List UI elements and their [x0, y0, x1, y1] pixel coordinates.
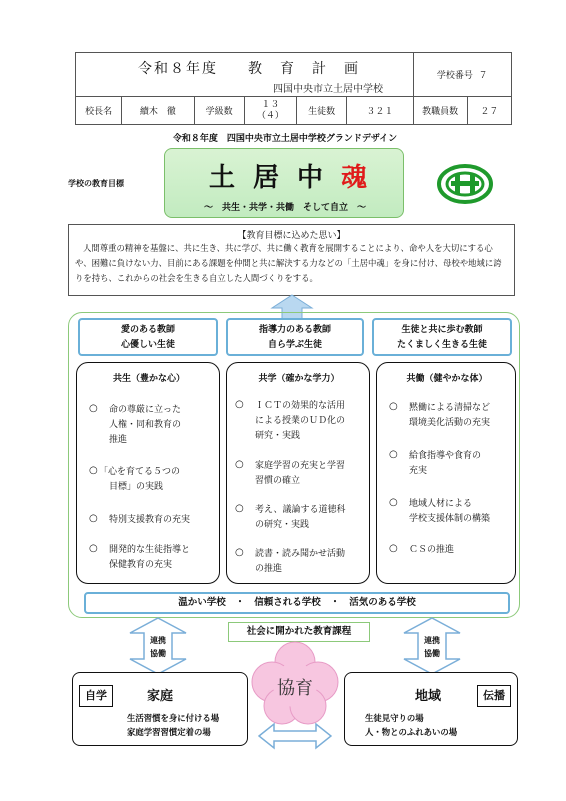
pillar-header-1-line2: 心優しい生徒 [120, 340, 175, 350]
header-table [75, 52, 512, 125]
home-box [72, 672, 248, 746]
pillar-header-1 [78, 318, 218, 356]
pillar-title-2: 共学（確かな学力） [258, 374, 340, 384]
pillar-header-1-line1: 愛のある教師 [120, 325, 175, 335]
kyoiku-label: 協育 [277, 678, 313, 699]
staff-value: ２７ [467, 97, 511, 125]
classes-sub: （４） [256, 110, 284, 121]
home-lines: 生活習慣を身に付ける場 家庭学習習慣定着の場 [127, 713, 220, 737]
goal-char-2: 居 [253, 163, 298, 193]
school-emblem-icon [437, 164, 493, 204]
pillar-header-3-line1: 生徒と共に歩む教師 [401, 325, 483, 335]
pillar-header-2-line2: 自ら学ぶ生徒 [267, 340, 322, 350]
pillar-title-1: 共生（豊かな心） [112, 374, 185, 384]
staff-label: 教職員数 [413, 97, 467, 125]
pillar-column-1 [76, 362, 220, 584]
plan-title: 教 育 計 画 [248, 60, 360, 77]
bullet-icon: ○ [235, 399, 244, 410]
pillar-3-item-1: 黙働による清掃など 環境美化活動の充実 [409, 403, 491, 428]
pillar-2-item-1: ＩＣＴの効果的な活用 による授業のＵＤ化の 研究・実践 [255, 401, 346, 441]
bullet-icon: ○ [89, 465, 98, 476]
pillar-3-item-4: ＣＳの推進 [409, 545, 455, 555]
thoughts-heading: 【教育目標に込めた思い】 [237, 231, 346, 241]
pillar-1-item-1: 命の尊厳に立った 人権・同和教育の 推進 [109, 405, 182, 445]
bullet-icon: ○ [235, 459, 244, 470]
bullet-icon: ○ [89, 403, 98, 414]
thoughts-text: 人間尊重の精神を基盤に、共に生き、共に学び、共に働く教育を展開することにより、命や人を大切にする心や、困難に負けない力、目前にある課題を仲間と共に解決する力などの「土居中魂」を身に付け、母校や地域に誇りを持ち、これからの社会を生きる自立した人間づくりをする。 [75, 243, 502, 283]
pillar-header-3-line2: たくましく生きる生徒 [396, 340, 487, 350]
thoughts-box [68, 224, 515, 296]
bullet-icon: ○ [89, 543, 98, 554]
school-num-label: 学校番号 [436, 71, 473, 81]
pillar-header-2-line1: 指導力のある教師 [258, 325, 331, 335]
school-vision-bar: 温かい学校 ・ 信頼される学校 ・ 活気のある学校 [84, 592, 510, 614]
students-value: ３２１ [347, 97, 413, 125]
pillar-header-2 [226, 318, 364, 356]
bullet-icon: ○ [389, 449, 398, 460]
pillar-2-item-3: 考え、議論する道徳科 の研究・実践 [255, 505, 346, 530]
classes-label: 学級数 [194, 97, 244, 125]
goal-char-3: 中 [297, 163, 342, 193]
community-title: 地域 [415, 689, 442, 704]
bullet-icon: ○ [235, 547, 244, 558]
pillar-1-item-4: 開発的な生徒指導と 保健教育の充実 [109, 545, 191, 570]
goal-char-4: 魂 [341, 163, 386, 193]
bullet-icon: ○ [235, 503, 244, 514]
pillar-2-item-2: 家庭学習の充実と学習 習慣の確立 [255, 461, 346, 486]
school-num: ７ [478, 71, 488, 81]
right-renkei-label: 連携 協働 [424, 636, 440, 658]
pillar-3-item-3: 地域人材による 学校支援体制の構築 [409, 499, 491, 524]
grand-design-title: 令和８年度 四国中央市立土居中学校グランドデザイン [172, 134, 398, 144]
pillar-2-item-4: 読書・読み聞かせ活動 の推進 [255, 549, 346, 574]
bullet-icon: ○ [89, 513, 98, 524]
goal-box [164, 148, 404, 218]
students-label: 生徒数 [296, 97, 346, 125]
pillar-1-item-3: 特別支援教育の充実 [109, 515, 191, 525]
goal-title [209, 157, 385, 194]
bullet-icon: ○ [389, 401, 398, 412]
classes-value: １３ [261, 99, 280, 110]
home-tag: 自学 [79, 685, 113, 707]
school-name: 四国中央市立土居中学校 [273, 83, 383, 95]
pillar-column-2 [226, 362, 370, 584]
community-lines: 生徒見守りの場 人・物とのふれあいの場 [365, 713, 458, 737]
principal-name: 續木 徹 [122, 97, 194, 125]
pillar-1-item-2: 「心を育てる５つの 目標」の実践 [99, 467, 181, 492]
principal-label: 校長名 [76, 97, 122, 125]
bullet-icon: ○ [389, 543, 398, 554]
goal-char-1: 土 [209, 163, 254, 193]
pillar-3-item-2: 給食指導や食育の 充実 [409, 451, 482, 476]
home-title: 家庭 [147, 689, 174, 704]
pillar-title-3: 共働（健やかな体） [406, 374, 488, 384]
pillar-header-3 [372, 318, 512, 356]
left-renkei-label: 連携 協働 [150, 636, 166, 658]
community-tag: 伝播 [477, 685, 511, 707]
goal-label: 学校の教育目標 [68, 179, 124, 188]
goal-subtitle: ～ 共生・共学・共働 そして自立 ～ [203, 203, 366, 213]
pillar-column-3 [376, 362, 516, 584]
curriculum-label: 社会に開かれた教育課程 [228, 622, 370, 642]
year-title: 令和８年度 [138, 60, 218, 77]
bullet-icon: ○ [389, 497, 398, 508]
double-arrow-icon [258, 722, 332, 750]
community-box [344, 672, 518, 746]
